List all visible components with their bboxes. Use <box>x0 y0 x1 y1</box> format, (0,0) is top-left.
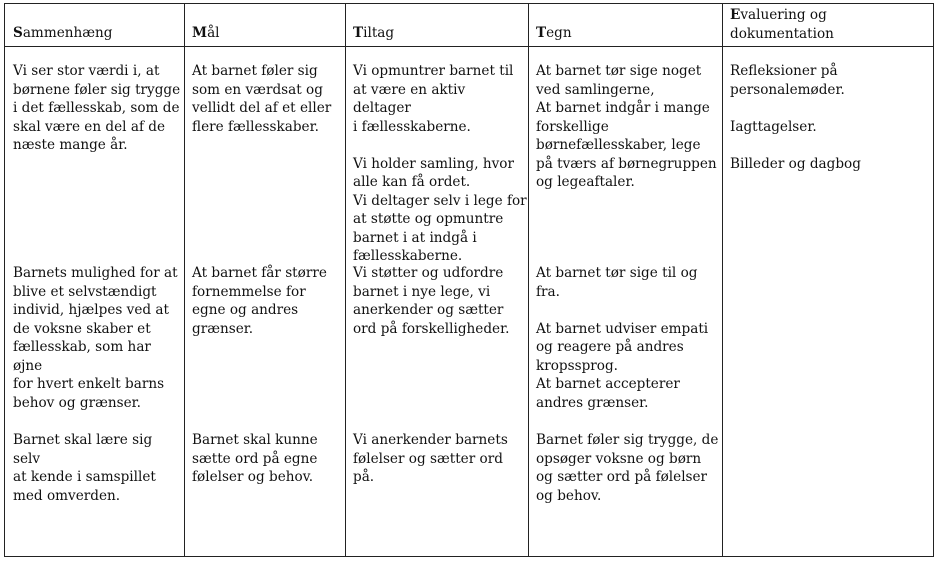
row2-tegn: At barnet tør sige til og fra. At barnet udviser empati og reagere på andres kropssprog. At barnet accepterer andres grænser. <box>536 265 709 411</box>
row2-tiltag: Vi støtter og udfordre barnet i nye lege, vi anerkender og sætter ord på forskelligheder. <box>353 265 510 337</box>
header-tiltag: Tiltag <box>353 25 395 41</box>
row3-maal: Barnet skal kunne sætte ord på egne følelser og behov. <box>192 432 318 485</box>
row1-maal: At barnet føler sig som en værdsat og vellidt del af et eller flere fællesskaber. <box>192 63 332 135</box>
column-divider <box>528 4 529 556</box>
header-tegn: Tegn <box>536 25 572 41</box>
row1-sammenhaeng: Vi ser stor værdi i, at børnene føler sig trygge i det fællesskab, som de skal være en del af de næste mange år. <box>13 63 181 153</box>
row2-maal: At barnet får større fornemmelse for egne og andres grænser. <box>192 265 327 337</box>
plan-table <box>4 3 934 557</box>
header-sammenhaeng: Sammenhæng <box>13 25 113 41</box>
row1-tegn: At barnet tør sige noget ved samlingerne, At barnet indgår i mange forskellige børnefællesskaber, lege på tværs af børnegruppen og legeaftaler. <box>536 63 717 190</box>
column-divider <box>184 4 185 556</box>
row2-sammenhaeng: Barnets mulighed for at blive et selvstændigt individ, hjælpes ved at de voksne skaber et fællesskab, som har øjne for hvert enkelt barns behov og grænser. <box>13 265 178 411</box>
column-divider <box>345 4 346 556</box>
header-evaluering: Evaluering og dokumentation <box>730 7 834 42</box>
row3-tegn: Barnet føler sig trygge, de opsøger voksne og børn og sætter ord på følelser og behov. <box>536 432 719 504</box>
header-divider <box>5 46 933 47</box>
header-maal: Mål <box>192 25 220 41</box>
row3-tiltag: Vi anerkender barnets følelser og sætter ord på. <box>353 432 508 485</box>
row3-sammenhaeng: Barnet skal lære sig selv at kende i samspillet med omverden. <box>13 432 156 504</box>
evaluering-cell: Refleksioner på personalemøder. Iagttagelser. Billeder og dagbog <box>730 63 861 172</box>
row1-tiltag: Vi opmuntrer barnet til at være en aktiv deltager i fællesskaberne. Vi holder samling, hvor alle kan få ordet. Vi deltager selv i lege for at støtte og opmuntre barnet i at indgå i fællesskaberne. <box>353 63 527 264</box>
column-divider <box>722 4 723 556</box>
